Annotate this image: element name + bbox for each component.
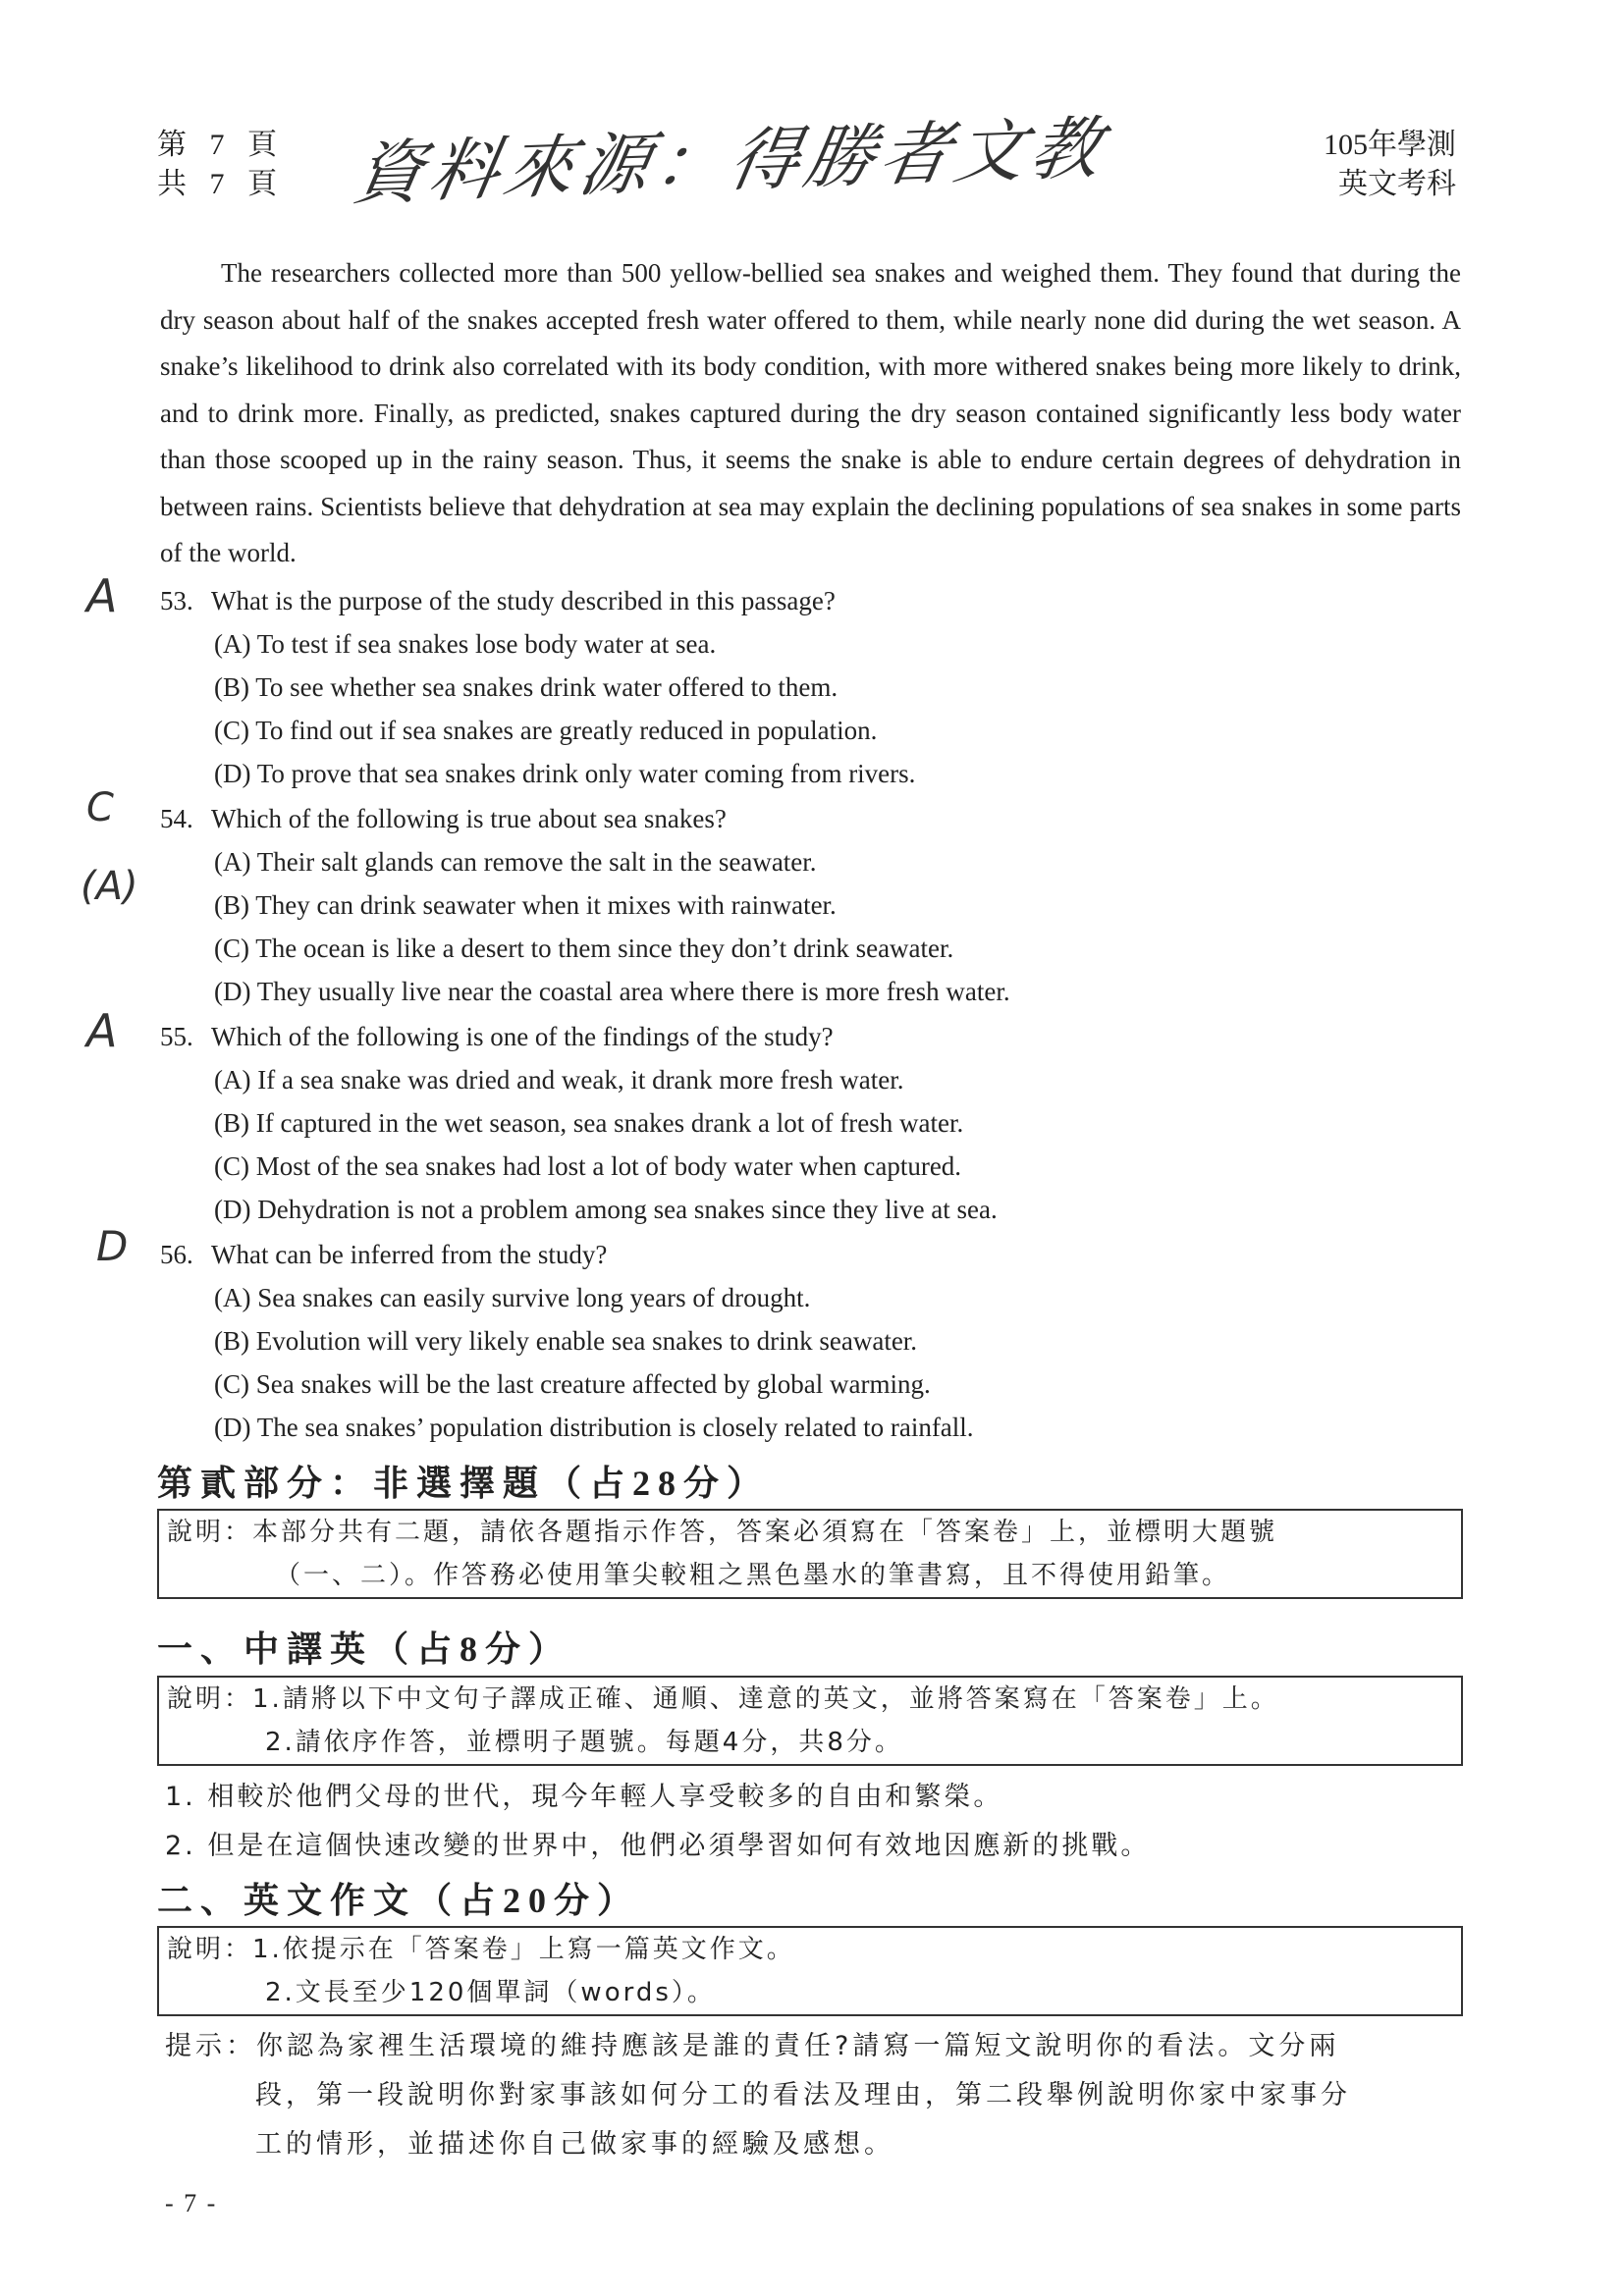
- question-53: [160, 579, 915, 795]
- instruction-line: 2.請依序作答，並標明子題號。每題4分，共8分。: [265, 1728, 903, 1757]
- composition-heading: 二、英文作文（占20分）: [157, 1881, 641, 1920]
- option-a: (A) To test if sea snakes lose body water at sea.: [214, 629, 717, 659]
- option-d: (D) Dehydration is not a problem among sea snakes since they live at sea.: [214, 1195, 998, 1224]
- hint-line: 提示：你認為家裡生活環境的維持應該是誰的責任?請寫一篇短文說明你的看法。文分兩: [165, 2031, 1340, 2061]
- answer-mark-56: D: [96, 1222, 129, 1270]
- hint-line: 工的情形，並描述你自己做家事的經驗及感想。: [255, 2129, 894, 2160]
- part2-heading: 第貳部分：非選擇題（占28分）: [157, 1464, 771, 1503]
- option-b: (B) Evolution will very likely enable sea snakes to drink seawater.: [214, 1326, 918, 1356]
- composition-hint: [165, 2022, 1461, 2169]
- instruction-line: 說明：1.請將以下中文句子譯成正確、通順、達意的英文，並將答案寫在「答案卷」上。: [167, 1684, 1279, 1714]
- answer-mark-54-alt: (A): [81, 864, 138, 909]
- question-55: [160, 1015, 998, 1231]
- hint-line: 段，第一段說明你對家事該如何分工的看法及理由，第二段舉例說明你家中家事分: [255, 2080, 1351, 2110]
- page-current: 第 7 頁: [157, 129, 285, 161]
- part2-instructions-box: [157, 1509, 1463, 1599]
- option-b: (B) To see whether sea snakes drink water offered to them.: [214, 672, 839, 702]
- option-d: (D) To prove that sea snakes drink only water coming from rivers.: [214, 759, 916, 788]
- instruction-line: 說明：1.依提示在「答案卷」上寫一篇英文作文。: [167, 1935, 795, 1964]
- option-b: (B) If captured in the wet season, sea snakes drank a lot of fresh water.: [214, 1108, 964, 1138]
- option-b: (B) They can drink seawater when it mixes with rainwater.: [214, 890, 837, 920]
- option-a: (A) Their salt glands can remove the salt in the seawater.: [214, 847, 817, 877]
- option-c: (C) The ocean is like a desert to them since they don’t drink seawater.: [214, 934, 954, 963]
- question-text: What can be inferred from the study?: [211, 1240, 608, 1269]
- translation-item-2: 2. 但是在這個快速改變的世界中，他們必須學習如何有效地因應新的挑戰。: [165, 1831, 1151, 1861]
- answer-mark-55: A: [86, 1004, 118, 1057]
- option-d: (D) The sea snakes’ population distribution is closely related to rainfall.: [214, 1413, 974, 1442]
- page-indicator: [157, 126, 285, 204]
- translation-heading: 一、中譯英（占8分）: [157, 1629, 572, 1669]
- option-a: (A) If a sea snake was dried and weak, it drank more fresh water.: [214, 1065, 904, 1095]
- question-56: [160, 1233, 974, 1449]
- question-stem: [160, 579, 915, 622]
- question-54: [160, 797, 1010, 1013]
- option-a: (A) Sea snakes can easily survive long years of drought.: [214, 1283, 811, 1312]
- question-stem: [160, 1233, 974, 1276]
- exam-year: 105年學測: [1324, 129, 1456, 161]
- exam-title: [1324, 126, 1456, 204]
- translation-item-1: 1. 相較於他們父母的世代，現今年輕人享受較多的自由和繁榮。: [165, 1782, 1003, 1812]
- translation-instructions-box: [157, 1676, 1463, 1766]
- option-c: (C) To find out if sea snakes are greatly reduced in population.: [214, 716, 878, 745]
- question-text: What is the purpose of the study described in this passage?: [211, 586, 836, 615]
- question-text: Which of the following is true about sea snakes?: [211, 804, 727, 833]
- page-number: - 7 -: [165, 2189, 218, 2217]
- reading-passage: The researchers collected more than 500 yellow-bellied sea snakes and weighed them. They found that during the dry season about half of the snakes accepted fresh water offered to them, while nearly none did during the wet season. A snake’s likelihood to drink also correlated with its body condition, with more withered snakes being more likely to drink, and to drink more. Finally, as predicted, snakes captured during the dry season contained significantly less body water than those scooped up in the rainy season. Thus, it seems the snake is able to endure certain degrees of dehydration in between rains. Scientists believe that dehydration at sea may explain the declining populations of sea snakes in some parts of the world.: [160, 258, 1461, 567]
- option-d: (D) They usually live near the coastal area where there is more fresh water.: [214, 977, 1010, 1006]
- answer-mark-53: A: [86, 569, 118, 622]
- option-c: (C) Most of the sea snakes had lost a lot of body water when captured.: [214, 1151, 962, 1181]
- option-c: (C) Sea snakes will be the last creature affected by global warming.: [214, 1369, 931, 1399]
- question-number: 53.: [160, 586, 193, 615]
- question-stem: [160, 1015, 998, 1058]
- question-number: 55.: [160, 1022, 193, 1051]
- question-number: 56.: [160, 1240, 193, 1269]
- composition-instructions-box: [157, 1926, 1463, 2016]
- question-stem: [160, 797, 1010, 840]
- instruction-line: （一、二）。作答務必使用筆尖較粗之黑色墨水的筆書寫，且不得使用鉛筆。: [275, 1561, 1231, 1590]
- question-number: 54.: [160, 804, 193, 833]
- answer-mark-54: C: [86, 785, 114, 830]
- handwritten-source-note: 資料來源：得勝者文教: [348, 107, 1113, 215]
- instruction-line: 2.文長至少120個單詞（words）。: [265, 1978, 716, 2007]
- exam-subject: 英文考科: [1338, 168, 1456, 200]
- question-text: Which of the following is one of the findings of the study?: [211, 1022, 834, 1051]
- page-total: 共 7 頁: [157, 168, 285, 200]
- instruction-line: 說明：本部分共有二題，請依各題指示作答，答案必須寫在「答案卷」上，並標明大題號: [167, 1518, 1278, 1547]
